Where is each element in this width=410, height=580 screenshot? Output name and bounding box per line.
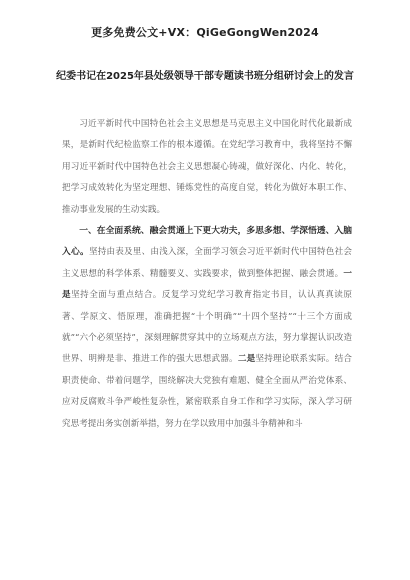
section-1-point-2-label: 二是 bbox=[237, 354, 256, 365]
section-1-text-b: 坚持全面与重点结合。反复学习党纪学习教育指定书目，认认真真读原著、学原文、悟原理，准确把握“十个明确”“十四个坚持”“十三个方面成就”“六个必须坚持”，深刻理解贯穿其中的立场观点方法，努力掌握认识改造世界、明辨是非、推进工作的强大思想武器。 bbox=[62, 290, 352, 365]
section-1-text-c: 坚持理论联系实际。结合职责使命、带着问题学，围绕解决大党独有难题、健全全面从严治党体系、应对反腐败斗争严峻性复杂性，紧密联系自身工作和学习实际，深入学习研究思考提出务实创新举措，努力在学以致用中加强斗争精神和斗 bbox=[62, 354, 352, 429]
document-body bbox=[62, 114, 352, 435]
section-1-text-a: 坚持由表及里、由浅入深，全面学习领会习近平新时代中国特色社会主义思想的科学体系、精髓要义、实践要求，做到整体把握、融会贯通。 bbox=[62, 247, 352, 279]
paragraph-section-1 bbox=[62, 221, 352, 435]
header-watermark: 更多免费公文+VX：QiGeGongWen2024 bbox=[91, 26, 319, 39]
section-1-heading: 一、在全面系统、融会贯通上下更大功夫，多思多想、学深悟透、入脑入心。 bbox=[62, 226, 352, 258]
document-title: 纪委书记在2025年县处级领导干部专题读书班分组研讨会上的发言 bbox=[56, 71, 354, 82]
paragraph-intro: 习近平新时代中国特色社会主义思想是马克思主义中国化时代化最新成果，是新时代纪检监察工作的根本遵循。在党纪学习教育中，我将坚持不懈用习近平新时代中国特色社会主义思想凝心铸魂，做好深化、内化、转化，把学习成效转化为坚定理想、锤炼党性的高度自觉，转化为做好本职工作、推动事业发展的生动实践。 bbox=[62, 119, 352, 215]
section-1-point-1-label: 一是 bbox=[62, 268, 352, 301]
